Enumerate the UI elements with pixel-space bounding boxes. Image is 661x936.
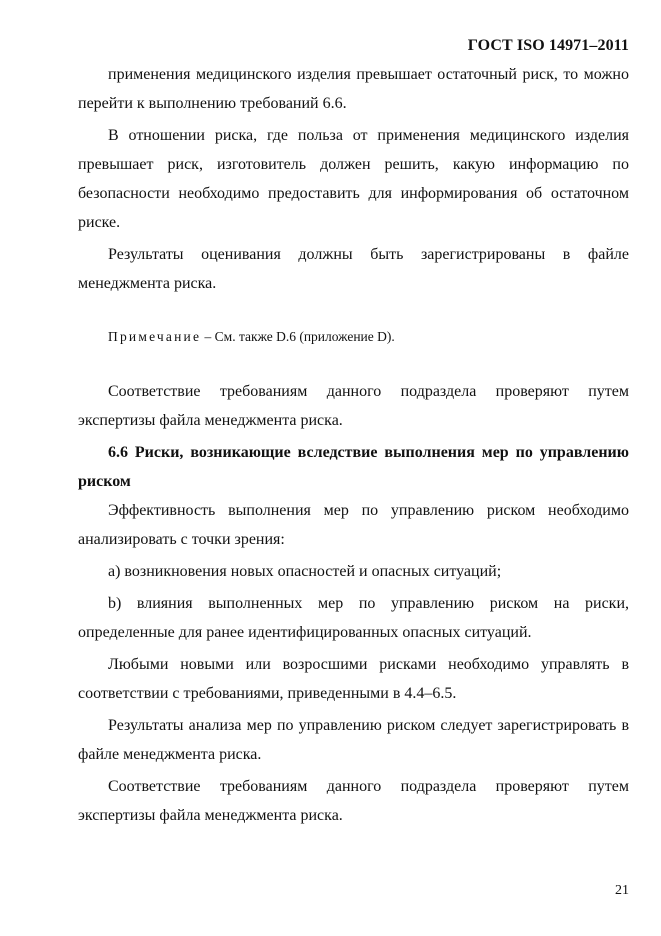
paragraph-results-recorded: Результаты оценивания должны быть зарегистрированы в файле менеджмента риска.	[78, 246, 629, 292]
page-content	[78, 60, 629, 830]
paragraph-continuation: применения медицинского изделия превышает остаточный риск, то можно перейти к выполнению требований 6.6.	[78, 66, 629, 112]
paragraph-effectiveness: Эффективность выполнения мер по управлению риском необходимо анализировать с точки зрения:	[78, 502, 629, 548]
paragraph-compliance-check-2: Соответствие требованиям данного подраздела проверяют путем экспертизы файла менеджмента риска.	[78, 778, 629, 824]
section-heading: 6.6 Риски, возникающие вследствие выполнения мер по управлению риском	[78, 444, 629, 490]
paragraph-analysis-results: Результаты анализа мер по управлению риском следует зарегистрировать в файле менеджмента риска.	[78, 717, 629, 763]
paragraph-compliance-check: Соответствие требованиям данного подраздела проверяют путем экспертизы файла менеджмента риска.	[78, 383, 629, 429]
document-header: ГОСТ ISO 14971–2011	[467, 37, 629, 54]
note-label: Примечание	[108, 329, 202, 344]
note	[78, 327, 629, 347]
note-text: – См. также D.6 (приложение D).	[201, 329, 395, 344]
list-item-b: b) влияния выполненных мер по управлению риском на риски, определенные для ранее идентифицированных опасных ситуаций.	[78, 595, 629, 641]
page-number: 21	[615, 883, 629, 898]
list-item-a: а) возникновения новых опасностей и опасных ситуаций;	[108, 563, 502, 580]
paragraph-new-risks: Любыми новыми или возросшими рисками необходимо управлять в соответствии с требованиями, приведенными в 4.4–6.5.	[78, 656, 629, 702]
paragraph-benefit-risk: В отношении риска, где польза от применения медицинского изделия превышает риск, изготовитель должен решить, какую информацию по безопасности необходимо предоставить для информирования об остаточном риске.	[78, 127, 629, 231]
